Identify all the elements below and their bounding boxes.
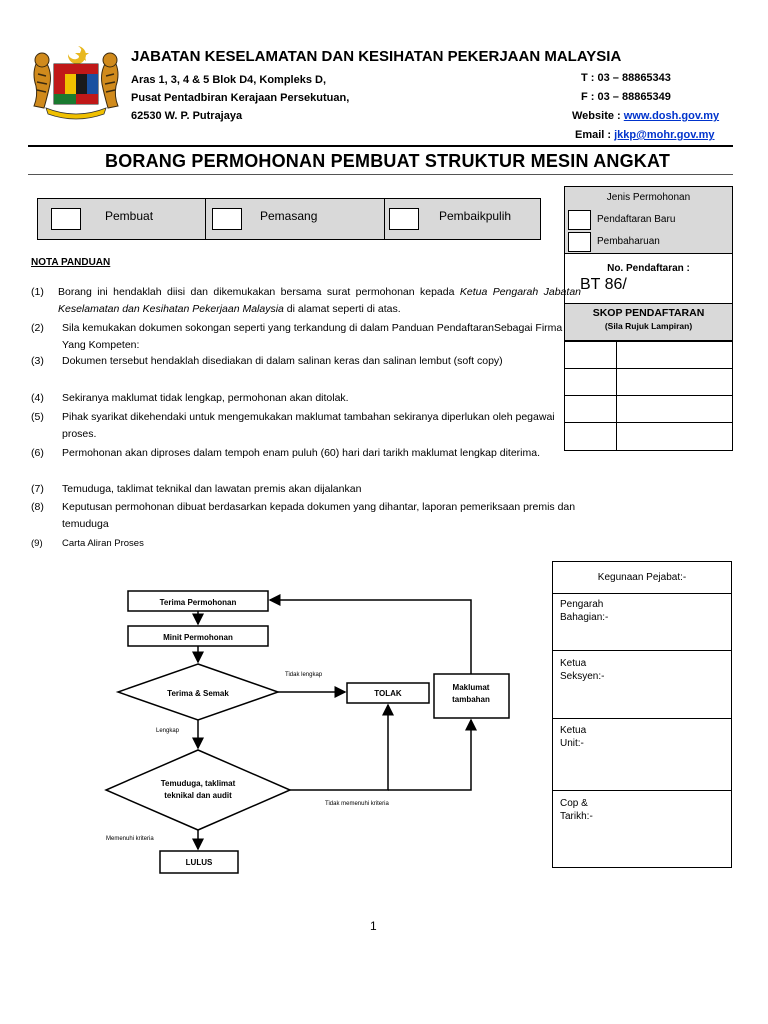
director-label-1: Pengarah <box>560 599 604 610</box>
website-line <box>572 110 719 122</box>
note-number: (1) <box>31 286 44 298</box>
note-text: Permohonan akan diproses dalam tempoh enam puluh (60) hari dari tarikh maklumat lengkap diterima. <box>62 447 541 459</box>
applicant-type-row <box>37 198 541 240</box>
flow-receive-label: Terima Permohonan <box>159 598 237 607</box>
option-renewal-row <box>565 231 732 254</box>
note-text-italic: Ketua Pengarah Jabatan Keselamatan dan Kesihatan Pekerjaan Malaysia <box>58 286 581 315</box>
unit-head-label-2: Unit:- <box>560 738 584 749</box>
scope-cell[interactable] <box>616 422 733 451</box>
flow-minute-label: Minit Permohonan <box>163 633 233 642</box>
email-link[interactable]: jkkp@mohr.gov.my <box>614 129 715 141</box>
repairer-label: Pembaikpulih <box>439 209 512 223</box>
section-head-label-1: Ketua <box>560 658 587 669</box>
flow-complete-label: Lengkap <box>156 728 180 734</box>
flow-more-info-label-1: Maklumat <box>452 683 490 692</box>
notes-heading: NOTA PANDUAN <box>31 257 111 268</box>
note-text: Dokumen tersebut hendaklah disediakan di dalam salinan keras dan salinan lembut (soft copy) <box>62 355 503 367</box>
flow-incomplete-label: Tidak lengkap <box>285 672 323 678</box>
arrow <box>270 600 471 674</box>
note-number: (5) <box>31 411 44 423</box>
note-text: Carta Aliran Proses <box>62 538 144 549</box>
application-type-heading: Jenis Permohonan <box>565 187 732 210</box>
manufacturer-label: Pembuat <box>105 209 154 223</box>
flow-interview-label-2: teknikal dan audit <box>164 791 232 800</box>
address-line-2: Pusat Pentadbiran Kerajaan Persekutuan, <box>131 92 350 104</box>
page-number: 1 <box>370 919 377 933</box>
scope-heading: SKOP PENDAFTARAN <box>592 307 705 319</box>
note-text <box>58 284 581 318</box>
section-head-field[interactable] <box>553 650 731 719</box>
note-text-tail: di alamat seperti di atas. <box>283 303 401 315</box>
flow-review-label: Terima & Semak <box>167 689 229 698</box>
note-number: (7) <box>31 483 44 495</box>
note-number: (8) <box>31 501 44 513</box>
installer-checkbox[interactable] <box>212 208 242 230</box>
office-use-heading: Kegunaan Pejabat:- <box>553 562 731 594</box>
scope-cell[interactable] <box>616 341 733 369</box>
address-line-3: 62530 W. P. Putrajaya <box>131 110 243 122</box>
renewal-checkbox[interactable] <box>568 232 591 252</box>
note-text: Sekiranya maklumat tidak lengkap, permohonan akan ditolak. <box>62 392 349 404</box>
flow-interview-label-1: Temuduga, taklimat <box>160 779 236 788</box>
website-link[interactable]: www.dosh.gov.my <box>623 110 720 122</box>
email-line <box>575 129 715 141</box>
website-label: Website : <box>572 110 624 122</box>
process-flowchart <box>0 560 540 890</box>
scope-cell[interactable] <box>616 395 733 423</box>
stamp-label-2: Tarikh:- <box>560 811 593 822</box>
stamp-label-1: Cop & <box>560 798 588 809</box>
application-panel <box>564 186 733 451</box>
renewal-label: Pembaharuan <box>597 236 660 247</box>
arrow <box>388 720 471 790</box>
note-text: Keputusan permohonan dibuat berdasarkan kepada dokumen yang dihantar, laporan pemeriksaan premis dan temuduga <box>62 501 576 530</box>
title-divider <box>28 174 733 175</box>
form-title: BORANG PERMOHONAN PEMBUAT STRUKTUR MESIN ANGKAT <box>105 151 671 171</box>
note-text: Temuduga, taklimat teknikal dan lawatan premis akan dijalankan <box>62 483 362 495</box>
director-label-2: Bahagian:- <box>560 612 609 623</box>
applicant-type-repairer <box>384 199 540 239</box>
scope-note: (Sila Rujuk Lampiran) <box>604 321 693 331</box>
flow-meet-label: Memenuhi kriteria <box>106 836 154 842</box>
stamp-date-field[interactable] <box>553 790 731 867</box>
note-number: (6) <box>31 447 44 459</box>
unit-head-field[interactable] <box>553 718 731 791</box>
new-registration-label: Pendaftaran Baru <box>597 214 676 225</box>
flow-not-meet-label: Tidak memenuhi kriteria <box>325 801 389 807</box>
flow-reject-label: TOLAK <box>374 689 402 698</box>
applicant-type-installer <box>205 199 385 239</box>
telephone: T : 03 – 88865343 <box>581 72 671 84</box>
unit-head-label-1: Ketua <box>560 725 587 736</box>
note-text-main: Borang ini hendaklah diisi dan dikemukakan bersama surat permohonan kepada <box>58 286 460 298</box>
repairer-checkbox[interactable] <box>389 208 419 230</box>
note-number: (4) <box>31 392 44 404</box>
flow-pass-label: LULUS <box>185 858 213 867</box>
interview-diamond <box>106 750 290 830</box>
organization-name: JABATAN KESELAMATAN DAN KESIHATAN PEKERJAAN MALAYSIA <box>131 48 622 65</box>
header-divider <box>28 145 733 147</box>
note-number: (3) <box>31 355 44 367</box>
registration-number-label: No. Pendaftaran : <box>607 263 690 274</box>
address-line-1: Aras 1, 3, 4 & 5 Blok D4, Kompleks D, <box>131 74 327 86</box>
registration-number-value[interactable]: BT 86/ <box>580 276 627 293</box>
note-text: Pihak syarikat dikehendaki untuk mengemukakan maklumat tambahan sekiranya diperlukan oleh pegawai proses. <box>62 411 555 440</box>
note-number: (2) <box>31 322 44 334</box>
applicant-type-manufacturer <box>38 199 206 239</box>
note-number: (9) <box>31 538 43 549</box>
scope-heading-box <box>565 303 732 341</box>
office-use-panel <box>552 561 732 868</box>
option-new-row <box>565 209 732 232</box>
email-label: Email : <box>575 129 615 141</box>
section-head-label-2: Seksyen:- <box>560 671 605 682</box>
jata-negara-crest <box>28 44 124 120</box>
note-text: Sila kemukakan dokumen sokongan seperti yang terkandung di dalam Panduan PendaftaranSebagai Firma Yang Kompeten: <box>62 322 563 351</box>
arrow <box>290 705 388 790</box>
installer-label: Pemasang <box>260 209 318 223</box>
new-registration-checkbox[interactable] <box>568 210 591 230</box>
manufacturer-checkbox[interactable] <box>51 208 81 230</box>
flow-more-info-label-2: tambahan <box>452 695 490 704</box>
director-field[interactable] <box>553 593 731 651</box>
fax: F : 03 – 88865349 <box>581 91 671 103</box>
scope-cell[interactable] <box>616 368 733 396</box>
